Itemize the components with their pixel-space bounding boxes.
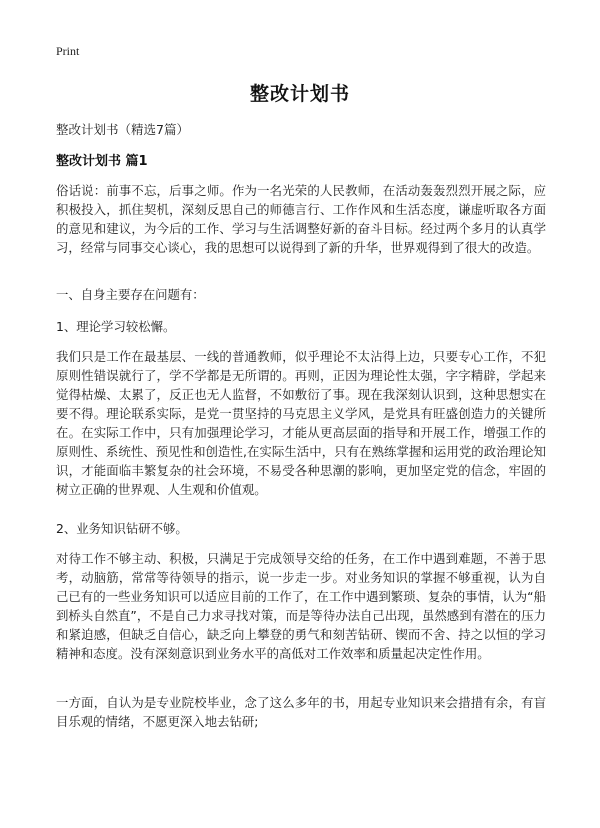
paragraph-business-knowledge: 对待工作不够主动、积极，只满足于完成领导交给的任务，在工作中遇到难题，不善于思考，动脑筋，常常等待领导的指示，说一步走一步。对业务知识的掌握不够重视，认为自己已有的一些业务知识可以适应目前的工作了，在工作中遇到繁琐、复杂的事情，认为“船到桥头自然直”，不是自己力求寻找对策，而是等待办法自己出现，虽然感到有潜在的压力和紧迫感，但缺乏自信心，缺乏向上攀登的勇气和刻苦钻研、锲而不舍、持之以恒的学习精神和态度。没有深刻意识到业务水平的高低对工作效率和质量起决定性作用。 xyxy=(56,551,546,661)
section-heading: 整改计划书 篇1 xyxy=(56,154,148,169)
paragraph-theory-study: 我们只是工作在最基层、一线的普通教师，似乎理论不太沾得上边，只要专心工作，不犯原则性错误就行了，学不学都是无所谓的。再则，正因为理论性太强，字字精辟，学起来觉得枯燥、太累了，反正也无人监督，不如敷衍了事。现在我深刻认识到，这种思想实在要不得。理论联系实际，是党一贯坚持的马克思主义学风，是党具有旺盛创造力的关键所在。在实际工作中，只有加强理论学习，才能从更高层面的指导和开展工作，增强工作的原则性、系统性、预见性和创造性,在实际生活中，只有在熟练掌握和运用党的政治理论知识，才能面临丰繁复杂的社会环境，不易受各种思潮的影响，更加坚定党的信念，牢固的树立正确的世界观、人生观和价值观。 xyxy=(56,349,546,497)
paragraph-aspect: 一方面，自认为是专业院校毕业，念了这么多年的书，用起专业知识来会措措有余，有盲目乐观的情绪，不愿更深入地去钻研; xyxy=(56,695,546,729)
heading-business-knowledge: 2、业务知识钻研不够。 xyxy=(56,521,188,536)
print-label: Print xyxy=(56,44,80,58)
heading-problems: 一、自身主要存在问题有： xyxy=(56,287,205,302)
paragraph-intro: 俗话说：前事不忘，后事之师。作为一名光荣的人民教师，在活动轰轰烈烈开展之际，应积极投入，抓住契机，深刻反思自己的师德言行、工作作风和生活态度，谦虚听取各方面的意见和建议，为今后的工作、学习与生活调整好新的奋斗目标。经过两个多月的认真学习，经常与同事交心谈心，我的思想可以说得到了新的升华，世界观得到了很大的改造。 xyxy=(56,183,546,255)
heading-theory-study: 1、理论学习较松懈。 xyxy=(56,319,176,334)
page-title: 整改计划书 xyxy=(249,83,350,105)
document-subtitle: 整改计划书（精选7篇） xyxy=(56,122,189,137)
